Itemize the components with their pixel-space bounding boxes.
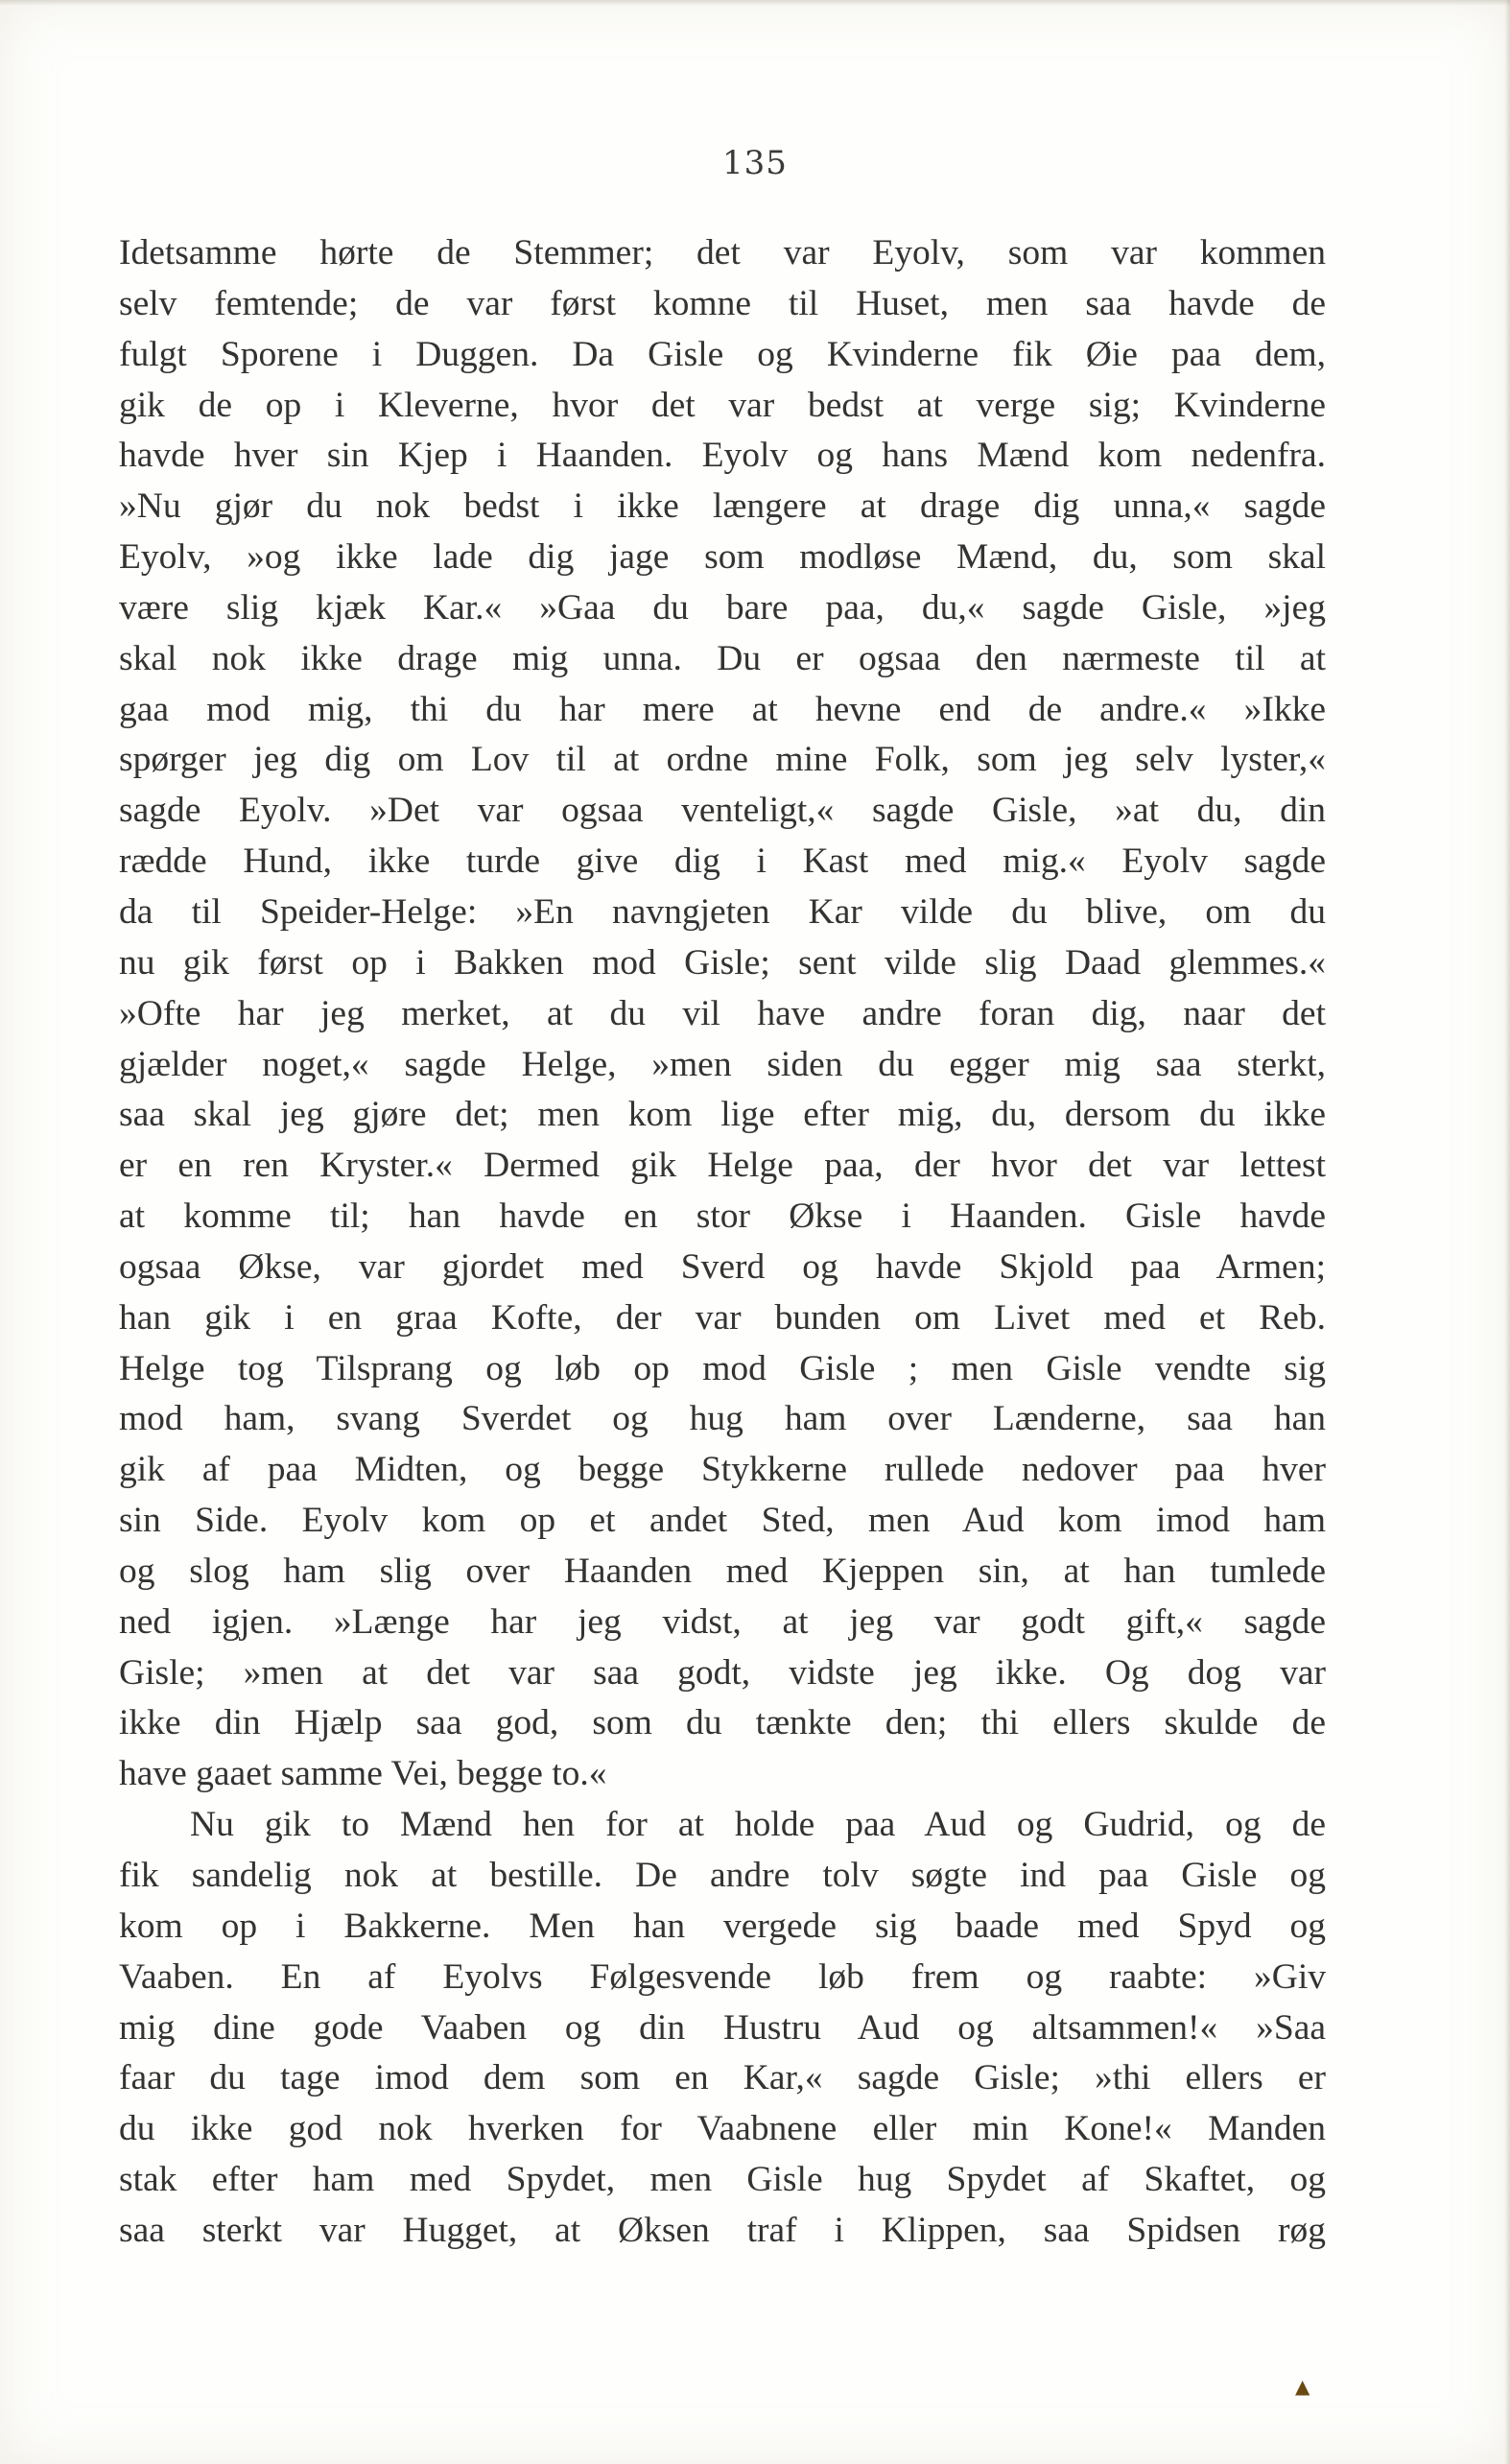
- text-line: da til Speider-Helge: »En navngjeten Kar vilde du blive, om du: [119, 891, 1326, 932]
- text-line: fik sandelig nok at bestille. De andre tolv søgte ind paa Gisle og: [119, 1856, 1326, 1895]
- text-line: han gik i en graa Kofte, der var bunden om Livet med et Reb.: [119, 1297, 1326, 1338]
- ink-smudge-mark: ▲: [1295, 2375, 1310, 2398]
- text-line: fulgt Sporene i Duggen. Da Gisle og Kvinderne fik Øie paa dem,: [119, 334, 1326, 374]
- text-line: og slog ham slig over Haanden med Kjeppen sin, at han tumlede: [119, 1551, 1326, 1591]
- text-line: rædde Hund, ikke turde give dig i Kast med mig.« Eyolv sagde: [119, 841, 1326, 882]
- text-line: gaa mod mig, thi du har mere at hevne end de andre.« »Ikke: [119, 689, 1326, 729]
- text-line: spørger jeg dig om Lov til at ordne mine Folk, som jeg selv lyster,«: [119, 740, 1326, 780]
- text-line: Gisle; »men at det var saa godt, vidste jeg ikke. Og dog var: [119, 1652, 1326, 1693]
- text-line: kom op i Bakkerne. Men han vergede sig baade med Spyd og: [119, 1906, 1326, 1946]
- text-line: at komme til; han havde en stor Økse i Haanden. Gisle havde: [119, 1196, 1326, 1237]
- text-line: ikke din Hjælp saa god, som du tænkte den; thi ellers skulde de: [119, 1703, 1326, 1743]
- text-line: ned igjen. »Længe har jeg vidst, at jeg var godt gift,« sagde: [119, 1601, 1326, 1642]
- text-line: »Ofte har jeg merket, at du vil have andre foran dig, naar det: [119, 993, 1326, 1033]
- text-line: Vaaben. En af Eyolvs Følgesvende løb frem og raabte: »Giv: [119, 1956, 1326, 1997]
- text-line: være slig kjæk Kar.« »Gaa du bare paa, du,« sagde Gisle, »jeg: [119, 587, 1326, 628]
- text-line: »Nu gjør du nok bedst i ikke længere at drage dig unna,« sagde: [119, 486, 1326, 527]
- text-line: have gaaet samme Vei, begge to.«: [119, 1754, 607, 1794]
- text-line: saa skal jeg gjøre det; men kom lige efter mig, du, dersom du ikke: [119, 1095, 1326, 1135]
- text-line: er en ren Kryster.« Dermed gik Helge paa, der hvor det var lettest: [119, 1146, 1326, 1186]
- text-line: stak efter ham med Spydet, men Gisle hug Spydet af Skaftet, og: [119, 2160, 1326, 2200]
- text-line: gik de op i Kleverne, hvor det var bedst at verge sig; Kvinderne: [119, 385, 1326, 425]
- text-line: sagde Eyolv. »Det var ogsaa venteligt,« sagde Gisle, »at du, din: [119, 791, 1326, 831]
- text-line: ogsaa Økse, var gjordet med Sverd og havde Skjold paa Armen;: [119, 1246, 1326, 1287]
- body-text: [119, 228, 1326, 2257]
- page-right-edge: [1504, 0, 1510, 2464]
- text-line: Helge tog Tilsprang og løb op mod Gisle ; men Gisle vendte sig: [119, 1348, 1326, 1388]
- text-line: nu gik først op i Bakken mod Gisle; sent vilde slig Daad glemmes.«: [119, 942, 1326, 983]
- text-line: sin Side. Eyolv kom op et andet Sted, men Aud kom imod ham: [119, 1501, 1326, 1541]
- text-line: gik af paa Midten, og begge Stykkerne rullede nedover paa hver: [119, 1450, 1326, 1490]
- text-line: mig dine gode Vaaben og din Hustru Aud og altsammen!« »Saa: [119, 2007, 1326, 2048]
- text-line: Eyolv, »og ikke lade dig jage som modløse Mænd, du, som skal: [119, 537, 1326, 578]
- text-line: Nu gik to Mænd hen for at holde paa Aud og Gudrid, og de: [190, 1805, 1326, 1845]
- text-line: havde hver sin Kjep i Haanden. Eyolv og hans Mænd kom nedenfra.: [119, 436, 1326, 476]
- text-line: gjælder noget,« sagde Helge, »men siden du egger mig saa sterkt,: [119, 1044, 1326, 1084]
- text-line: saa sterkt var Hugget, at Øksen traf i Klippen, saa Spidsen røg: [119, 2210, 1326, 2250]
- text-line: mod ham, svang Sverdet og hug ham over Lænderne, saa han: [119, 1399, 1326, 1439]
- text-line: du ikke god nok hverken for Vaabnene eller min Kone!« Manden: [119, 2109, 1326, 2149]
- page-top-edge: [0, 0, 1510, 6]
- page-number: 135: [722, 144, 788, 182]
- text-line: selv femtende; de var først komne til Huset, men saa havde de: [119, 283, 1326, 323]
- text-line: skal nok ikke drage mig unna. Du er ogsaa den nærmeste til at: [119, 638, 1326, 678]
- text-line: Idetsamme hørte de Stemmer; det var Eyolv, som var kommen: [119, 233, 1326, 272]
- text-line: faar du tage imod dem som en Kar,« sagde Gisle; »thi ellers er: [119, 2058, 1326, 2098]
